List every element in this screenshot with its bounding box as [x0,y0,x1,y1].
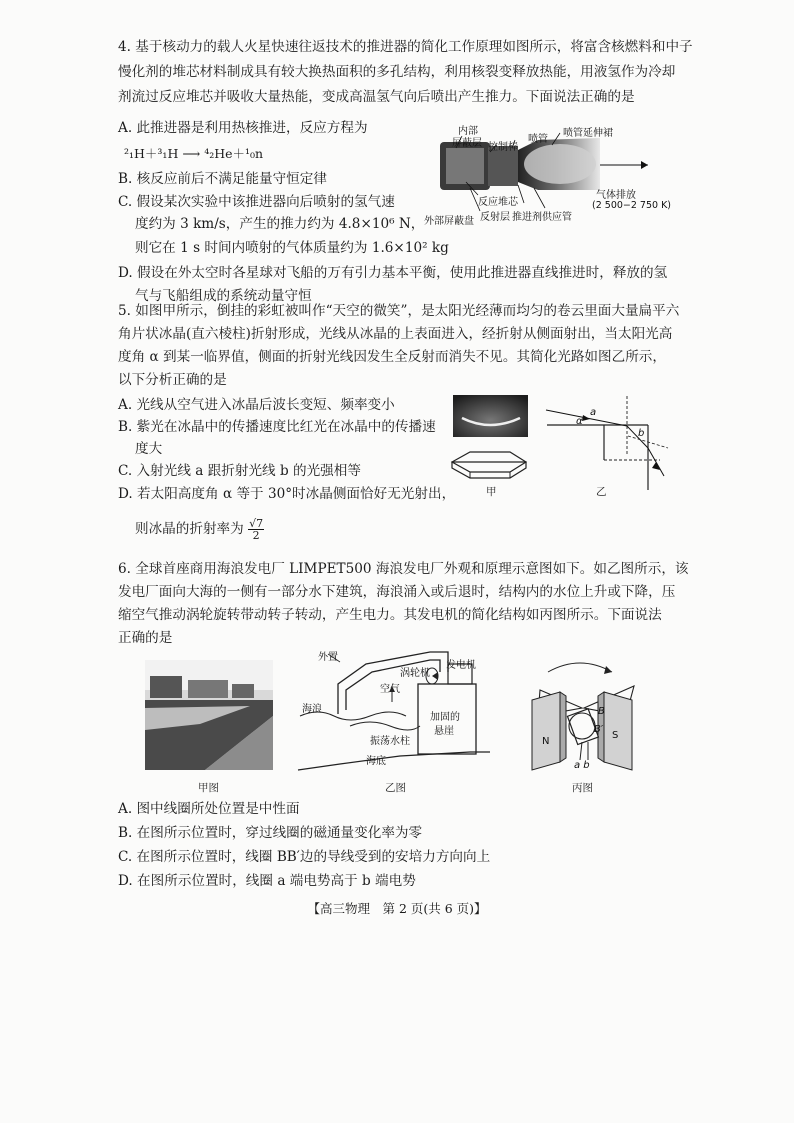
q5-option-b-line2: 度大 [135,441,163,457]
q5-stem-line2: 角片状冰晶(直六棱柱)折射形成，光线从冰晶的上表面进入，经折射从侧面射出，当太阳光高 [118,326,673,342]
label-control-rod: 控制棒 [488,142,518,153]
label-generator: 发电机 [446,660,476,671]
label-ray-b: b [638,428,645,439]
q4-option-d: D. 假设在外太空时各星球对飞船的万有引力基本平衡，使用此推进器直线推进时，释放的氢 [118,265,668,281]
q6-stem-line4: 正确的是 [118,630,173,646]
label-inner-shield-2: 屏蔽层 [452,138,482,149]
label-north-pole: N [542,736,550,747]
page-footer: 【高三物理 第 2 页(共 6 页)】 [307,901,487,916]
q4-option-c-line3: 则它在 1 s 时间内喷射的气体质量约为 1.6×10² kg [135,240,449,256]
q4-stem-line1: 4. 基于核动力的载人火星快速往返技术的推进器的简化工作原理如图所示，将富含核燃料和中子 [118,39,693,55]
q4-option-a: A. 此推进器是利用热核推进，反应方程为 [118,120,368,136]
label-reactor-core: 反应堆芯 [478,197,518,208]
label-nozzle-extension: 喷管延伸裙 [563,128,613,139]
q5-option-d: D. 若太阳高度角 α 等于 30°时冰晶侧面恰好无光射出， [118,486,456,502]
caption-q6-bing: 丙图 [572,782,593,794]
q4-option-c-line2: 度约为 3 km/s，产生的推力约为 4.8×10⁶ N， [135,216,425,232]
label-coil-B: B [598,706,605,717]
label-wave: 海浪 [302,704,322,715]
q5-option-b: B. 紫光在冰晶中的传播速度比红光在冰晶中的传播速 [118,419,436,435]
q6-option-c: C. 在图所示位置时，线圈 BB′边的导线受到的安培力方向向上 [118,849,491,865]
q5-option-d-text: 则冰晶的折射率为 [135,521,244,537]
label-turbine: 涡轮机 [400,668,430,679]
label-outer: 外置 [318,652,338,663]
caption-jia: 甲 [486,486,497,498]
label-exhaust: 气体排放 [596,190,636,201]
caption-yi: 乙 [596,486,607,498]
fraction-denominator: 2 [252,529,260,542]
label-air: 空气 [380,684,400,695]
label-reflector: 反射层 [480,212,510,223]
label-cliff: 加固的 [430,712,460,723]
q4-option-b: B. 核反应前后不满足能量守恒定律 [118,171,327,187]
label-exhaust-temp: (2 500−2 750 K) [592,200,672,211]
q6-option-b: B. 在图所示位置时，穿过线圈的磁通量变化率为零 [118,825,423,841]
q6-stem-line1: 6. 全球首座商用海浪发电厂 LIMPET500 海浪发电厂外观和原理示意图如下。如乙图所示，该 [118,561,689,577]
caption-q6-yi: 乙图 [385,782,406,794]
q4-option-a-equation: ²₁H＋³₁H ⟶ ⁴₂He＋¹₀n [124,146,264,161]
q5-option-c: C. 入射光线 a 跟折射光线 b 的光强相等 [118,463,361,479]
label-propellant-pipe: 推进剂供应管 [512,212,572,223]
label-south-pole: S [612,730,619,741]
label-ray-a: a [590,407,597,418]
label-outer-shield: 外部屏蔽盘 [424,216,474,227]
q6-option-a: A. 图中线圈所处位置是中性面 [118,801,300,817]
fraction-numerator: √7 [249,517,264,530]
q4-stem-line3: 剂流过反应堆芯并吸收大量热能，变成高温氢气向后喷出产生推力。下面说法正确的是 [118,89,635,105]
label-nozzle: 喷管 [528,134,548,145]
q6-stem-line2: 发电厂面向大海的一侧有一部分水下建筑，海浪涌入或后退时，结构内的水位上升或下降，压 [118,584,676,600]
label-angle-alpha: α [576,416,583,427]
label-terminals-ab: a b [574,760,590,771]
q6-stem-line3: 缩空气推动涡轮旋转带动转子转动，产生电力。其发电机的简化结构如丙图所示。下面说法 [118,607,662,623]
q4-option-c: C. 假设某次实验中该推进器向后喷射的氢气速 [118,194,395,210]
label-coil-Bprime: B′ [594,724,604,735]
q4-option-d-line2: 气与飞船组成的系统动量守恒 [135,288,312,304]
label-seabed: 海底 [366,756,386,767]
q6-option-d: D. 在图所示位置时，线圈 a 端电势高于 b 端电势 [118,873,416,889]
caption-q6-jia: 甲图 [198,782,219,794]
label-cliff-2: 悬崖 [434,726,454,737]
label-oscillating-column: 振荡水柱 [370,736,410,747]
q5-option-a: A. 光线从空气进入冰晶后波长变短、频率变小 [118,397,395,413]
q5-stem-line3: 度角 α 到某一临界值，侧面的折射光线因发生全反射而消失不见。其简化光路如图乙所示， [118,349,666,365]
q5-stem-line4: 以下分析正确的是 [118,372,227,388]
label-inner-shield: 内部 [458,126,478,137]
q5-stem-line1: 5. 如图甲所示，倒挂的彩虹被叫作“天空的微笑”，是太阳光经薄而均匀的卷云里面大量扁平六 [118,303,680,319]
q4-stem-line2: 慢化剂的堆芯材料制成具有较大换热面积的多孔结构，利用核裂变释放热能，用液氢作为冷却 [118,64,676,80]
